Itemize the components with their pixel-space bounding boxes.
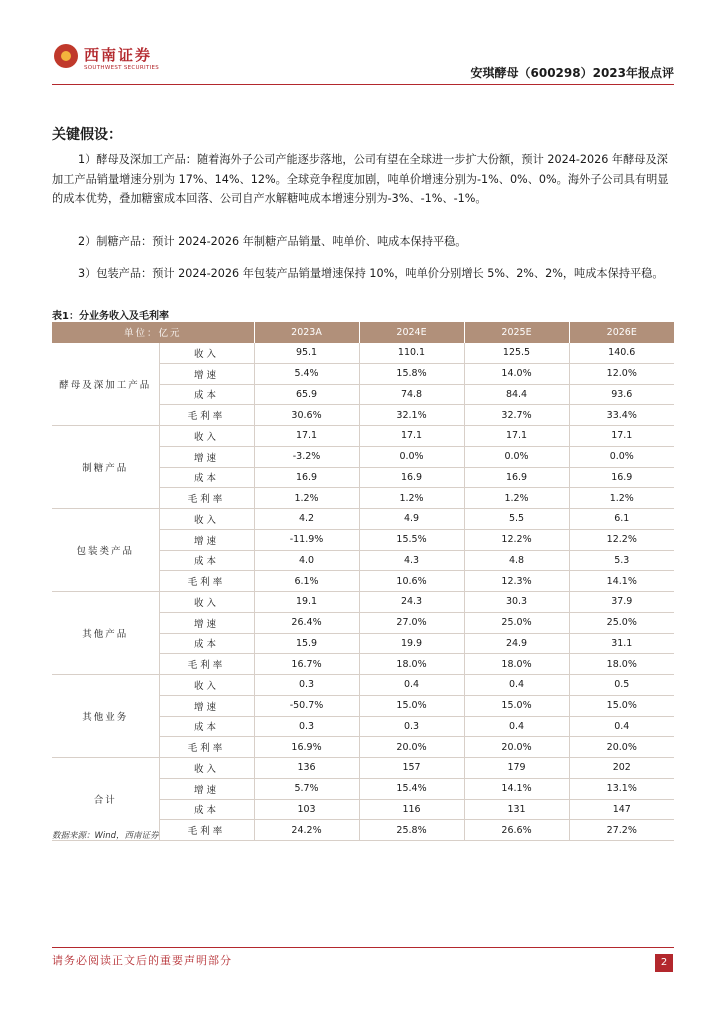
table-cell: 116 xyxy=(359,799,464,820)
table-cell: 147 xyxy=(569,799,674,820)
table-cell: -50.7% xyxy=(254,695,359,716)
segment-name: 合计 xyxy=(52,758,159,841)
table-cell: 1.2% xyxy=(254,488,359,509)
metric-label: 毛利率 xyxy=(159,654,254,675)
table-cell: 136 xyxy=(254,758,359,779)
table-cell: 0.0% xyxy=(359,446,464,467)
header-divider xyxy=(52,84,674,85)
metric-label: 增速 xyxy=(159,446,254,467)
table-cell: 24.3 xyxy=(359,592,464,613)
table-cell: 6.1 xyxy=(569,509,674,530)
table-cell: 17.1 xyxy=(359,426,464,447)
report-title: 安琪酵母（600298）2023年报点评 xyxy=(470,66,674,80)
table-cell: 16.9% xyxy=(254,737,359,758)
table-cell: 110.1 xyxy=(359,343,464,364)
table-cell: 0.3 xyxy=(254,675,359,696)
year-header: 2026E xyxy=(569,322,674,343)
segment-name: 酵母及深加工产品 xyxy=(52,343,159,426)
disclaimer-note: 请务必阅读正文后的重要声明部分 xyxy=(52,954,232,967)
table-cell: 33.4% xyxy=(569,405,674,426)
table-cell: 32.1% xyxy=(359,405,464,426)
metric-label: 收入 xyxy=(159,426,254,447)
table-cell: 15.0% xyxy=(359,695,464,716)
table-cell: 5.4% xyxy=(254,363,359,384)
table-cell: 6.1% xyxy=(254,571,359,592)
metric-label: 毛利率 xyxy=(159,820,254,841)
table-cell: 95.1 xyxy=(254,343,359,364)
table-row xyxy=(52,675,674,696)
table-cell: 32.7% xyxy=(464,405,569,426)
table-cell: 12.0% xyxy=(569,363,674,384)
table-cell: 12.2% xyxy=(569,529,674,550)
year-header: 2025E xyxy=(464,322,569,343)
metric-label: 毛利率 xyxy=(159,405,254,426)
table-cell: 0.4 xyxy=(569,716,674,737)
metric-label: 增速 xyxy=(159,778,254,799)
table-row xyxy=(52,758,674,779)
table-body xyxy=(52,343,674,841)
table-cell: 179 xyxy=(464,758,569,779)
table-cell: 12.3% xyxy=(464,571,569,592)
metric-label: 收入 xyxy=(159,509,254,530)
table-cell: 20.0% xyxy=(464,737,569,758)
table-cell: 13.1% xyxy=(569,778,674,799)
table-cell: 18.0% xyxy=(464,654,569,675)
table-header-row xyxy=(52,322,674,343)
metric-label: 增速 xyxy=(159,363,254,384)
table-cell: 20.0% xyxy=(359,737,464,758)
table-cell: 0.5 xyxy=(569,675,674,696)
table-cell: -3.2% xyxy=(254,446,359,467)
table-cell: 5.7% xyxy=(254,778,359,799)
section-title: 关键假设： xyxy=(52,127,122,143)
metric-label: 成本 xyxy=(159,716,254,737)
metric-label: 成本 xyxy=(159,467,254,488)
table-cell: 15.4% xyxy=(359,778,464,799)
metric-label: 收入 xyxy=(159,343,254,364)
table-cell: 4.3 xyxy=(359,550,464,571)
table-cell: 125.5 xyxy=(464,343,569,364)
table-cell: 4.9 xyxy=(359,509,464,530)
table-cell: 15.5% xyxy=(359,529,464,550)
year-header: 2023A xyxy=(254,322,359,343)
table-cell: 4.0 xyxy=(254,550,359,571)
segment-name: 包装类产品 xyxy=(52,509,159,592)
data-source: 数据来源：Wind，西南证券 xyxy=(52,831,159,841)
table-cell: 31.1 xyxy=(569,633,674,654)
metric-label: 毛利率 xyxy=(159,571,254,592)
metric-label: 成本 xyxy=(159,799,254,820)
year-header: 2024E xyxy=(359,322,464,343)
table-cell: 25.8% xyxy=(359,820,464,841)
table-cell: 37.9 xyxy=(569,592,674,613)
assumption-paragraph-3: 3）包装产品：预计 2024-2026 年包装产品销量增速保持 10%，吨单价分别增长 5%、2%、2%，吨成本保持平稳。 xyxy=(78,267,664,280)
assumption-paragraph-1: 1）酵母及深加工产品：随着海外子公司产能逐步落地，公司有望在全球进一步扩大份额，预计 2024-2026 年酵母及深加工产品销量增速分别为 17%、14%、12%。全球竞争程度加剧，吨单价增速分别为-1%、0%、0%。海外子公司具有明显的成本优势，叠加糖蜜成本回落、公司自产水解糖吨成本增速分别为-3%、-1%、-1%。 xyxy=(52,153,669,205)
table-row xyxy=(52,509,674,530)
table-cell: 65.9 xyxy=(254,384,359,405)
metric-label: 增速 xyxy=(159,529,254,550)
table-cell: 0.4 xyxy=(464,675,569,696)
table-cell: 20.0% xyxy=(569,737,674,758)
table-cell: 84.4 xyxy=(464,384,569,405)
table-cell: 30.3 xyxy=(464,592,569,613)
table-cell: 16.9 xyxy=(359,467,464,488)
metric-label: 成本 xyxy=(159,384,254,405)
segment-name: 制糖产品 xyxy=(52,426,159,509)
table-cell: 0.0% xyxy=(569,446,674,467)
table-cell: 24.2% xyxy=(254,820,359,841)
table-cell: 14.1% xyxy=(569,571,674,592)
logo-cn-text: 西南证券 xyxy=(84,46,153,64)
table-cell: 0.3 xyxy=(254,716,359,737)
table-cell: 27.2% xyxy=(569,820,674,841)
footer-divider xyxy=(52,947,674,948)
table-cell: 17.1 xyxy=(569,426,674,447)
table-row xyxy=(52,592,674,613)
logo-en-text: SOUTHWEST SECURITIES xyxy=(84,65,160,71)
table-cell: 140.6 xyxy=(569,343,674,364)
table-cell: 15.0% xyxy=(464,695,569,716)
page-number: 2 xyxy=(655,954,673,972)
table-cell: 27.0% xyxy=(359,612,464,633)
segment-name: 其他业务 xyxy=(52,675,159,758)
assumption-paragraph-2: 2）制糖产品：预计 2024-2026 年制糖产品销量、吨单价、吨成本保持平稳。 xyxy=(78,235,467,248)
table-cell: 5.3 xyxy=(569,550,674,571)
metric-label: 收入 xyxy=(159,675,254,696)
table-cell: 25.0% xyxy=(464,612,569,633)
table-cell: 10.6% xyxy=(359,571,464,592)
table-cell: 157 xyxy=(359,758,464,779)
table-cell: 17.1 xyxy=(254,426,359,447)
table-cell: 202 xyxy=(569,758,674,779)
table-cell: 4.2 xyxy=(254,509,359,530)
table-cell: 0.4 xyxy=(464,716,569,737)
unit-header: 单位：亿元 xyxy=(52,322,254,343)
table-cell: 14.0% xyxy=(464,363,569,384)
table-cell: 1.2% xyxy=(569,488,674,509)
table-cell: 26.6% xyxy=(464,820,569,841)
table-cell: 12.2% xyxy=(464,529,569,550)
table-cell: 15.8% xyxy=(359,363,464,384)
table-cell: 16.9 xyxy=(569,467,674,488)
table-cell: 18.0% xyxy=(359,654,464,675)
table-cell: 19.1 xyxy=(254,592,359,613)
table-cell: 0.3 xyxy=(359,716,464,737)
table-cell: -11.9% xyxy=(254,529,359,550)
metric-label: 增速 xyxy=(159,612,254,633)
page-header xyxy=(52,40,674,84)
table-title: 表1：分业务收入及毛利率 xyxy=(52,311,169,322)
table-row xyxy=(52,426,674,447)
metric-label: 增速 xyxy=(159,695,254,716)
table-cell: 30.6% xyxy=(254,405,359,426)
table-cell: 131 xyxy=(464,799,569,820)
table-cell: 0.4 xyxy=(359,675,464,696)
table-cell: 5.5 xyxy=(464,509,569,530)
metric-label: 收入 xyxy=(159,758,254,779)
table-cell: 15.0% xyxy=(569,695,674,716)
segment-name: 其他产品 xyxy=(52,592,159,675)
table-cell: 24.9 xyxy=(464,633,569,654)
table-cell: 1.2% xyxy=(464,488,569,509)
metric-label: 毛利率 xyxy=(159,488,254,509)
logo-emblem-icon xyxy=(54,44,78,68)
table-cell: 19.9 xyxy=(359,633,464,654)
table-cell: 25.0% xyxy=(569,612,674,633)
table-cell: 18.0% xyxy=(569,654,674,675)
table-cell: 0.0% xyxy=(464,446,569,467)
table-cell: 1.2% xyxy=(359,488,464,509)
table-cell: 16.9 xyxy=(254,467,359,488)
table-cell: 17.1 xyxy=(464,426,569,447)
table-cell: 15.9 xyxy=(254,633,359,654)
metric-label: 收入 xyxy=(159,592,254,613)
metric-label: 成本 xyxy=(159,633,254,654)
table-cell: 26.4% xyxy=(254,612,359,633)
table-cell: 4.8 xyxy=(464,550,569,571)
company-logo xyxy=(54,44,194,80)
metric-label: 成本 xyxy=(159,550,254,571)
table-cell: 16.9 xyxy=(464,467,569,488)
segment-revenue-table xyxy=(52,322,674,841)
metric-label: 毛利率 xyxy=(159,737,254,758)
table-cell: 14.1% xyxy=(464,778,569,799)
table-cell: 74.8 xyxy=(359,384,464,405)
table-row xyxy=(52,343,674,364)
table-cell: 16.7% xyxy=(254,654,359,675)
table-cell: 103 xyxy=(254,799,359,820)
table-cell: 93.6 xyxy=(569,384,674,405)
